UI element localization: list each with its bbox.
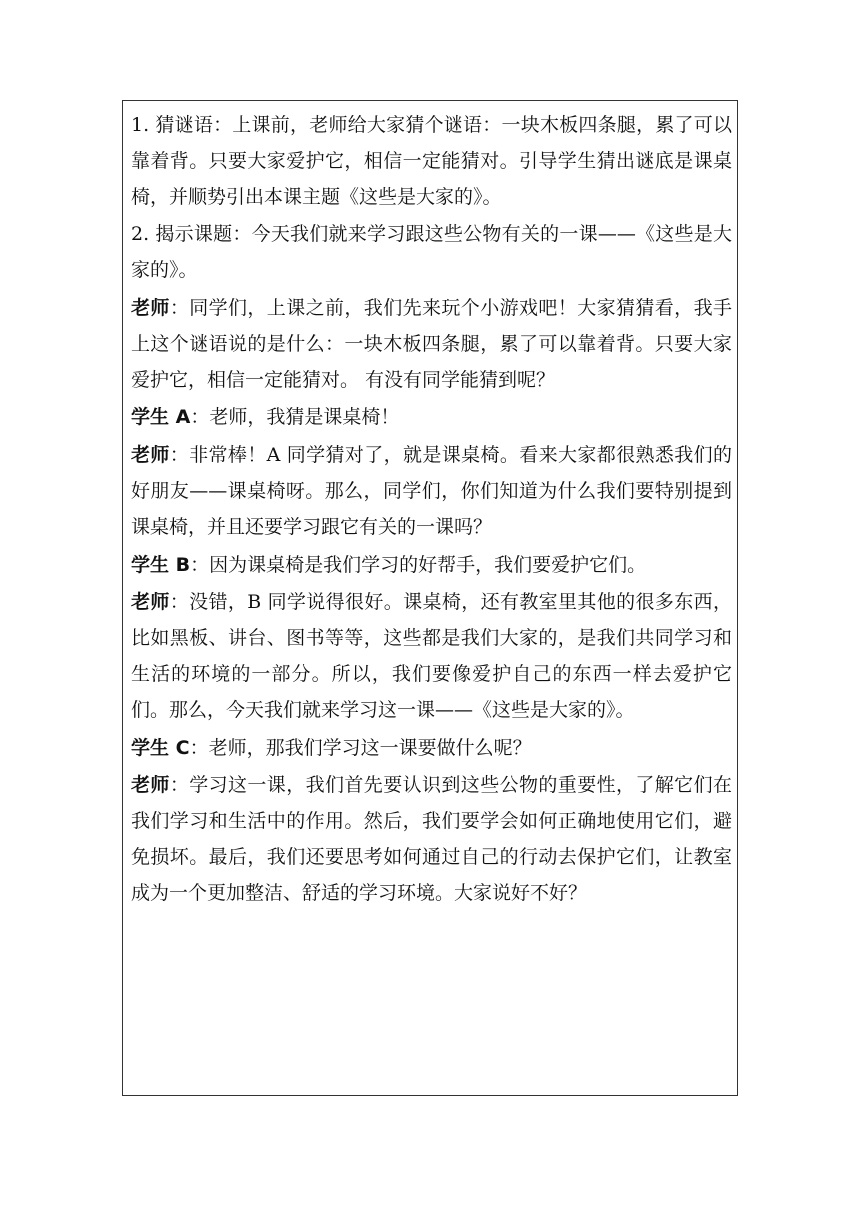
- dialogue-text: ：学习这一课，我们首先要认识到这些公物的重要性，了解它们在我们学习和生活中的作用。然后，我们要学会如何正确地使用它们，避免损坏。最后，我们还要思考如何通过自己的行动去保护它们，让教室成为一个更加整洁、舒适的学习环境。大家说好不好？: [131, 774, 732, 904]
- paragraph-topic-step: [131, 217, 732, 289]
- dialogue-text: ：没错，B 同学说得很好。课桌椅，还有教室里其他的很多东西，比如黑板、讲台、图书等等，这些都是我们大家的，是我们共同学习和生活的环境的一部分。所以，我们要像爱护自己的东西一样去爱护它们。那么，今天我们就来学习这一课——《这些是大家的》。: [131, 591, 732, 721]
- dialogue-student-b: [131, 548, 732, 584]
- speaker-label: 学生 A: [131, 406, 191, 429]
- speaker-label: 学生 B: [131, 553, 191, 576]
- dialogue-student-a: [131, 400, 732, 436]
- paragraph-text: 2. 揭示课题：今天我们就来学习跟这些公物有关的一课——《这些是大家的》。: [131, 223, 732, 282]
- speaker-label: 老师: [131, 296, 170, 319]
- paragraph-text: 1. 猜谜语：上课前，老师给大家猜个谜语：一块木板四条腿，累了可以靠着背。只要大家爱护它，相信一定能猜对。引导学生猜出谜底是课桌椅，并顺势引出本课主题《这些是大家的》。: [131, 114, 732, 208]
- dialogue-teacher: [131, 291, 732, 398]
- dialogue-text: ：老师，我猜是课桌椅！: [190, 406, 400, 429]
- speaker-label: 老师: [131, 444, 170, 467]
- dialogue-teacher: [131, 585, 732, 728]
- lesson-content: [131, 108, 732, 914]
- dialogue-teacher: [131, 768, 732, 911]
- paragraph-riddle-step: [131, 108, 732, 215]
- dialogue-text: ：老师，那我们学习这一课要做什么呢？: [189, 736, 532, 759]
- dialogue-text: ：非常棒！A 同学猜对了，就是课桌椅。看来大家都很熟悉我们的好朋友——课桌椅呀。那么，同学们，你们知道为什么我们要特别提到课桌椅，并且还要学习跟它有关的一课吗？: [131, 444, 732, 538]
- dialogue-text: ：同学们，上课之前，我们先来玩个小游戏吧！大家猜猜看，我手上这个谜语说的是什么：一块木板四条腿，累了可以靠着背。只要大家爱护它，相信一定能猜对。 有没有同学能猜到呢？: [131, 296, 732, 391]
- dialogue-teacher: [131, 438, 732, 545]
- speaker-label: 老师: [131, 774, 170, 797]
- dialogue-student-c: [131, 731, 732, 767]
- speaker-label: 学生 C: [131, 736, 190, 759]
- speaker-label: 老师: [131, 591, 170, 614]
- dialogue-text: ：因为课桌椅是我们学习的好帮手，我们要爱护它们。: [190, 553, 647, 576]
